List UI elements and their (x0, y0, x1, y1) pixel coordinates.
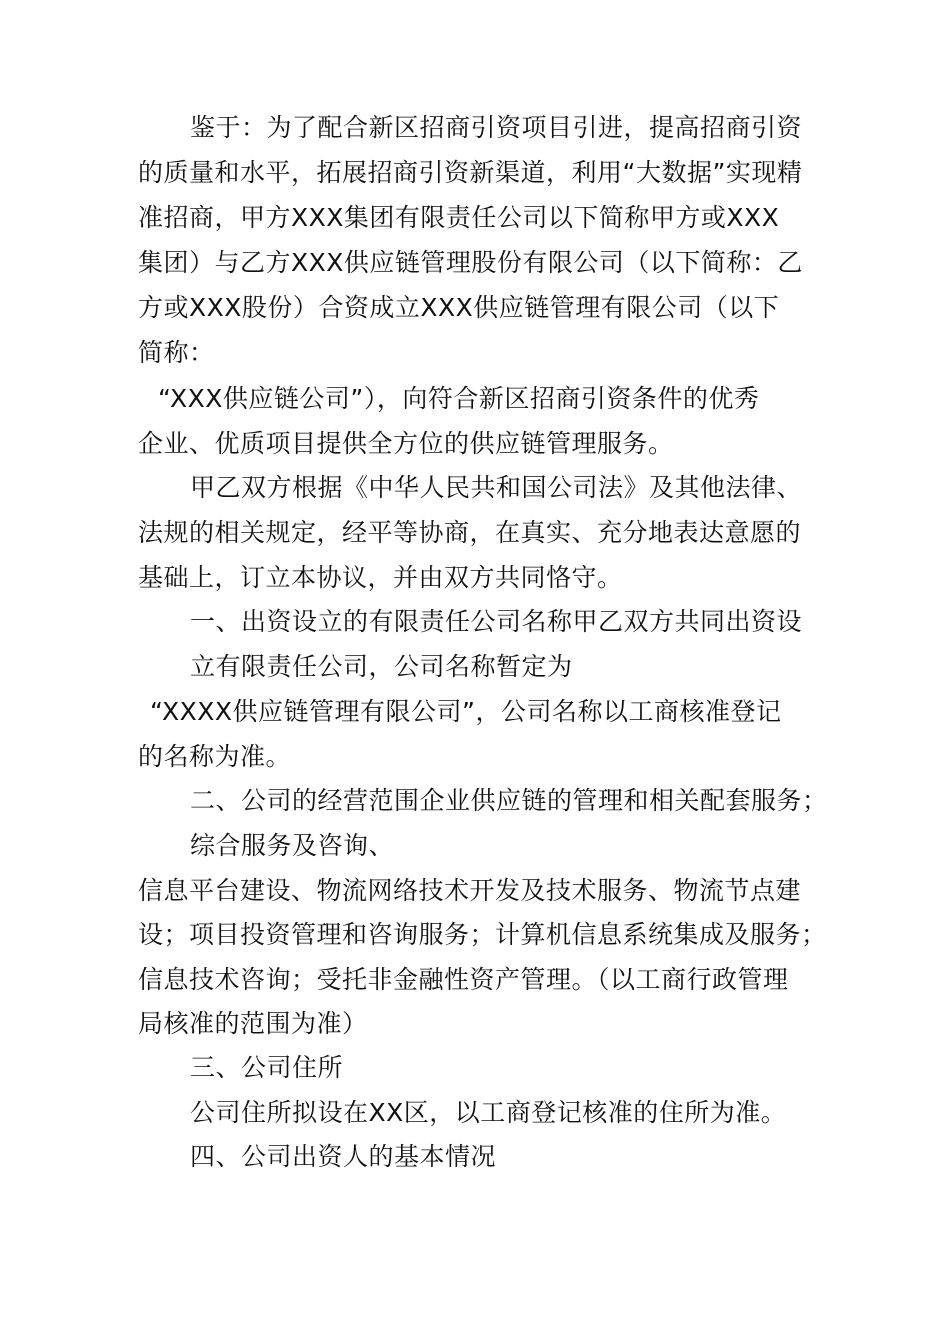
text-line: 准招商，甲方XXX集团有限责任公司以下简称甲方或XXX (138, 203, 780, 232)
text-line: 二、公司的经营范围企业供应链的管理和相关配套服务； (190, 786, 828, 815)
text-line: 局核准的范围为准） (138, 1009, 368, 1038)
section-heading: 四、公司出资人的基本情况 (190, 1142, 497, 1171)
text-line: 集团）与乙方XXX供应链管理股份有限公司（以下简称：乙 (138, 248, 803, 277)
text-line: 基础上，订立本协议，并由双方共同恪守。 (138, 563, 623, 592)
text-line: 公司住所拟设在XX区，以工商登记核准的住所为准。 (190, 1098, 787, 1127)
text-line: “XXX供应链公司”），向符合新区招商引资条件的优秀 (158, 384, 760, 413)
text-line: 企业、优质项目提供全方位的供应链管理服务。 (138, 429, 674, 458)
text-line: 综合服务及咨询、 (190, 831, 395, 860)
text-line: 的质量和水平，拓展招商引资新渠道，利用“大数据”实现精 (138, 158, 803, 187)
text-line: 方或XXX股份）合资成立XXX供应链管理有限公司（以下 (138, 293, 780, 322)
text-line: 设；项目投资管理和咨询服务；计算机信息系统集成及服务； (138, 920, 827, 949)
text-line: 立有限责任公司，公司名称暂定为 (190, 652, 573, 681)
text-line: “XXXX供应链管理有限公司”，公司名称以工商核准登记 (150, 697, 782, 726)
text-line: 简称： (138, 338, 215, 367)
text-line: 甲乙双方根据《中华人民共和国公司法》及其他法律、 (190, 473, 803, 502)
text-line: 信息平台建设、物流网络技术开发及技术服务、物流节点建 (138, 876, 802, 905)
text-line: 的名称为准。 (138, 742, 292, 771)
section-heading: 三、公司住所 (190, 1053, 344, 1082)
text-line: 一、出资设立的有限责任公司名称甲乙双方共同出资设 (190, 607, 803, 636)
text-line: 法规的相关规定，经平等协商，在真实、充分地表达意愿的 (138, 518, 802, 547)
text-line: 鉴于：为了配合新区招商引资项目引进，提高招商引资 (190, 113, 803, 142)
text-line: 信息技术咨询；受托非金融性资产管理。（以工商行政管理 (138, 965, 789, 994)
